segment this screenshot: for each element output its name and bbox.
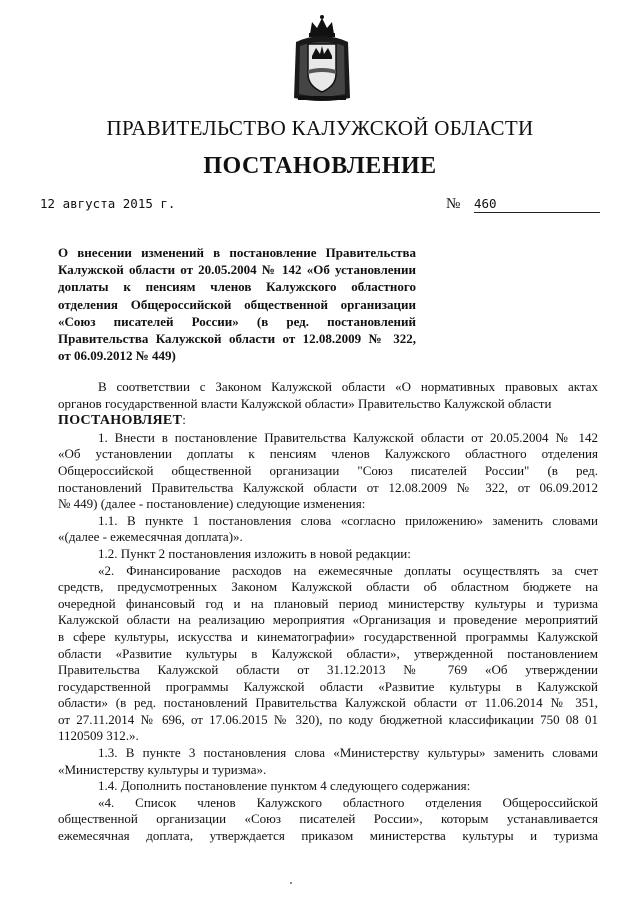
paragraph-1-line: «Об установлении доплаты к пенсиям членов Калужского областного отделения bbox=[58, 446, 598, 462]
resolves-line bbox=[58, 412, 598, 430]
paragraph-2-quote-line: Калужской области на реализацию мероприятия «Организация и проведение мероприятий bbox=[58, 612, 598, 628]
subject-line: «Союз писателей России» (в ред. постановлений bbox=[58, 313, 416, 329]
resolves-colon: : bbox=[182, 412, 186, 428]
government-title: ПРАВИТЕЛЬСТВО КАЛУЖСКОЙ ОБЛАСТИ bbox=[106, 116, 534, 140]
paragraph-1-line: 1. Внести в постановление Правительства Калужской области от 20.05.2004 № 142 bbox=[98, 429, 598, 445]
paragraph-2-quote-line: 1120509 312.». bbox=[58, 728, 139, 744]
subject-line: доплаты к пенсиям членов Калужского областного bbox=[58, 279, 416, 295]
paragraph-2-quote-line: области «Развитие культуры в Калужской области», утвержденной постановлением bbox=[58, 645, 598, 661]
paragraph-2-quote-line: Правительства Калужской области от 31.12.2013 № 769 «Об утверждении bbox=[58, 662, 598, 678]
document-date: 12 августа 2015 г. bbox=[40, 196, 176, 211]
document-subject bbox=[58, 244, 416, 364]
paragraph-2-quote-line: области» (в ред. постановлений Правительства Калужской области от 11.06.2014 № 351, bbox=[58, 695, 598, 711]
paragraph-4-quote-line: «4. Список членов Калужского областного отделения Общероссийской bbox=[98, 794, 598, 810]
paragraph-1-2-line: 1.2. Пункт 2 постановления изложить в новой редакции: bbox=[98, 545, 411, 561]
paragraph-1-3-line: «Министерству культуры и туризма». bbox=[58, 761, 267, 777]
paragraph-1-line: постановлений Правительства Калужской области от 12.08.2009 № 322, от 06.09.2012 bbox=[58, 479, 598, 495]
document-body bbox=[58, 379, 598, 845]
paragraph-1-4-line: 1.4. Дополнить постановление пунктом 4 следующего содержания: bbox=[98, 778, 471, 794]
document-type: ПОСТАНОВЛЕНИЕ bbox=[203, 153, 437, 179]
paragraph-2-quote-line: от 27.11.2014 № 696, от 17.06.2015 № 320), по коду бюджетной классификации 750 08 01 bbox=[58, 711, 598, 727]
kaluga-coat-of-arms-icon bbox=[290, 12, 354, 102]
subject-line: отделения Общероссийской общественной организации bbox=[58, 296, 416, 312]
paragraph-1-1-line: 1.1. В пункте 1 постановления слова «согласно приложению» заменить словами bbox=[98, 512, 598, 528]
paragraph-1-line: № 449) (далее - постановление) следующие изменения: bbox=[58, 496, 366, 512]
preamble-line: В соответствии с Законом Калужской области «О нормативных правовых актах bbox=[98, 379, 598, 394]
paragraph-1-line: Общероссийской общественной организации "Союз писателей России" (в ред. bbox=[58, 462, 598, 478]
paragraph-2-quote-line: средств, предусмотренных Законом Калужской области об областном бюджете на bbox=[58, 579, 598, 595]
scan-speck bbox=[290, 882, 292, 884]
paragraph-2-quote-line: государственной программы Калужской области «Развитие культуры в Калужской bbox=[58, 678, 598, 694]
paragraph-4-quote-line: общественной организации «Союз писателей России», которым устанавливается bbox=[58, 811, 598, 827]
paragraph-2-quote-line: «2. Финансирование расходов на ежемесячные доплаты осуществлять за счет bbox=[98, 562, 598, 578]
resolves-word: ПОСТАНОВЛЯЕТ bbox=[58, 413, 183, 429]
paragraph-2-quote-line: в сфере культуры, искусства и кинематографии» государственной программы Калужской bbox=[58, 628, 598, 644]
document-number: 460 bbox=[474, 196, 600, 213]
preamble-line: органов государственной власти Калужской области» Правительство Калужской области bbox=[58, 395, 552, 411]
subject-line: от 06.09.2012 № 449) bbox=[58, 348, 176, 364]
subject-line: Калужской области от 20.05.2004 № 142 «Об установлении bbox=[58, 262, 416, 278]
subject-line: О внесении изменений в постановление Правительства bbox=[58, 245, 416, 260]
paragraph-2-quote-line: очередной финансовый год и на плановый период министерству культуры и туризма bbox=[58, 595, 598, 611]
subject-line: Правительства Калужской области от 12.08.2009 № 322, bbox=[58, 331, 416, 347]
paragraph-4-quote-line: ежемесячная доплата, утверждается приказом министерства культуры и туризма bbox=[58, 828, 598, 844]
paragraph-1-3-line: 1.3. В пункте 3 постановления слова «Министерству культуры» заменить словами bbox=[98, 745, 598, 761]
number-sign: № bbox=[446, 196, 461, 212]
paragraph-1-1-line: «(далее - ежемесячная доплата)». bbox=[58, 529, 243, 545]
